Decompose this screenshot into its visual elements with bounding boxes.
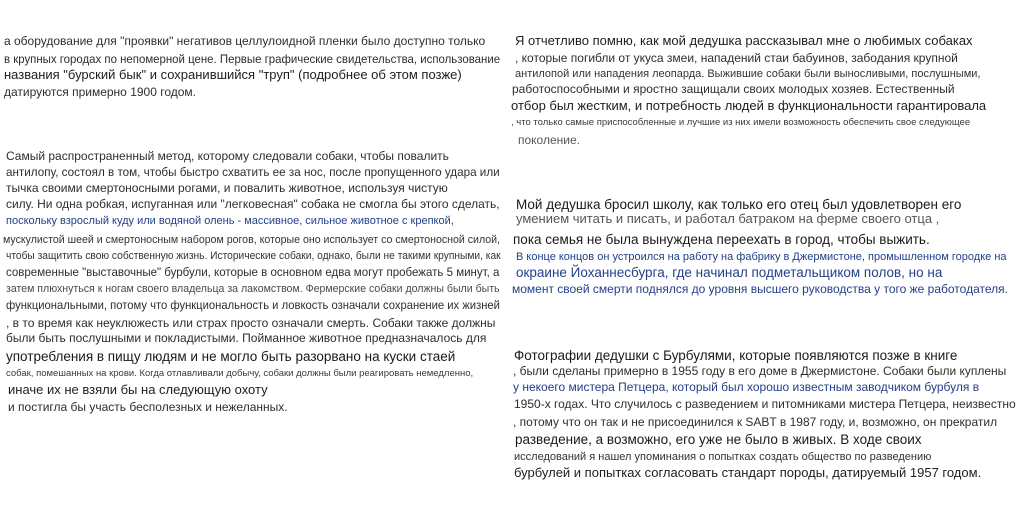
text-line: тычка своими смертоносными рогами, и повалить животное, используя чистую bbox=[6, 181, 448, 195]
text-line: у некоего мистера Петцера, который был хорошо известным заводчиком бурбуля в bbox=[513, 380, 980, 394]
text-line: бурбулей и попытках согласовать стандарт породы, датируемый 1957 годом. bbox=[514, 465, 982, 480]
text-line: собак, помешанных на крови. Когда отлавливали добычу, собаки должны были реагировать немедленно, bbox=[6, 368, 474, 379]
text-line: , потому что он так и не присоединился к SABT в 1987 году, и, возможно, он прекратил bbox=[513, 415, 998, 429]
text-line: затем плюхнуться к ногам своего владельца за лакомством. Фермерские собаки должны были быть bbox=[6, 283, 500, 295]
text-line: Фотографии дедушки с Бурбулями, которые появляются позже в книге bbox=[514, 348, 958, 363]
text-line: мускулистой шеей и смертоносным набором рогов, которые оно использует со смертоносной силой, bbox=[3, 234, 500, 246]
text-line: В конце концов он устроился на работу на фабрику в Джермистоне, промышленном городке на bbox=[516, 251, 1007, 263]
text-line: отбор был жестким, и потребность людей в функциональности гарантировала bbox=[511, 98, 987, 113]
text-line: поколение. bbox=[518, 133, 580, 147]
text-line: разведение, а возможно, его уже не было в живых. В ходе своих bbox=[515, 432, 922, 447]
text-line: употребления в пищу людям и не могло быть разорвано на куски стаей bbox=[6, 349, 456, 364]
text-line: , которые погибли от укуса змеи, нападений стаи бабуинов, забодания крупной bbox=[515, 51, 958, 65]
text-line: антилопу, состоял в том, чтобы быстро схватить ее за нос, после пропущенного удара или bbox=[6, 165, 500, 179]
text-line: силу. Ни одна робкая, испуганная или "легковесная" собака не смогла бы этого сделать, bbox=[6, 197, 500, 211]
text-line: умением читать и писать, и работал батраком на ферме своего отца , bbox=[516, 211, 940, 226]
text-line: Я отчетливо помню, как мой дедушка рассказывал мне о любимых собаках bbox=[515, 33, 973, 48]
text-line: , что только самые приспособленные и лучшие из них имели возможность обеспечить свое следующее bbox=[511, 117, 971, 128]
text-line: датируются примерно 1900 годом. bbox=[4, 85, 196, 99]
text-line: Мой дедушка бросил школу, как только его отец был удовлетворен его bbox=[516, 197, 962, 212]
text-line: в крупных городах по непомерной цене. Первые графические свидетельства, использование bbox=[4, 52, 501, 66]
text-line: Самый распространенный метод, которому следовали собаки, чтобы повалить bbox=[6, 149, 449, 163]
text-line: и постигла бы участь бесполезных и нежеланных. bbox=[8, 400, 288, 414]
text-line: были быть послушными и покладистыми. Пойманное животное предназначалось для bbox=[6, 331, 487, 345]
text-line: исследований я нашел упоминания о попытках создать общество по разведению bbox=[514, 451, 932, 463]
text-line: 1950-х годах. Что случилось с разведением и питомниками мистера Петцера, неизвестно bbox=[514, 397, 1016, 411]
text-line: современные "выставочные" бурбули, которые в основном едва могут пробежать 5 минут, а bbox=[6, 265, 500, 279]
text-line: функциональными, потому что функциональность и ловкость означали сохранение их жизней bbox=[6, 298, 500, 312]
text-line: антилопой или нападения леопарда. Выжившие собаки были выносливыми, послушными, bbox=[515, 68, 981, 80]
text-line: пока семья не была вынуждена переехать в город, чтобы выжить. bbox=[513, 232, 930, 247]
text-line: окраине Йоханнесбурга, где начинал подметальщиком полов, но на bbox=[516, 265, 943, 280]
text-line: названия "бурский бык" и сохранившийся "труп" (подробнее об этом позже) bbox=[4, 67, 462, 82]
text-line: поскольку взрослый куду или водяной олень - массивное, сильное животное с крепкой, bbox=[6, 215, 454, 227]
text-line: , были сделаны примерно в 1955 году в его доме в Джермистоне. Собаки были куплены bbox=[513, 364, 1007, 378]
text-line: чтобы защитить свою собственную жизнь. Исторические собаки, однако, были не такими крупными, как bbox=[6, 250, 501, 262]
text-line: а оборудование для "проявки" негативов целлулоидной пленки было доступно только bbox=[4, 34, 486, 48]
text-line: , в то время как неуклюжесть или страх просто означали смерть. Собаки также должны bbox=[6, 316, 496, 330]
text-line: иначе их не взяли бы на следующую охоту bbox=[8, 382, 268, 397]
text-line: работоспособными и яростно защищали своих молодых хозяев. Естественный bbox=[512, 82, 955, 96]
text-line: момент своей смерти поднялся до уровня высшего руководства у того же работодателя. bbox=[512, 282, 1008, 296]
